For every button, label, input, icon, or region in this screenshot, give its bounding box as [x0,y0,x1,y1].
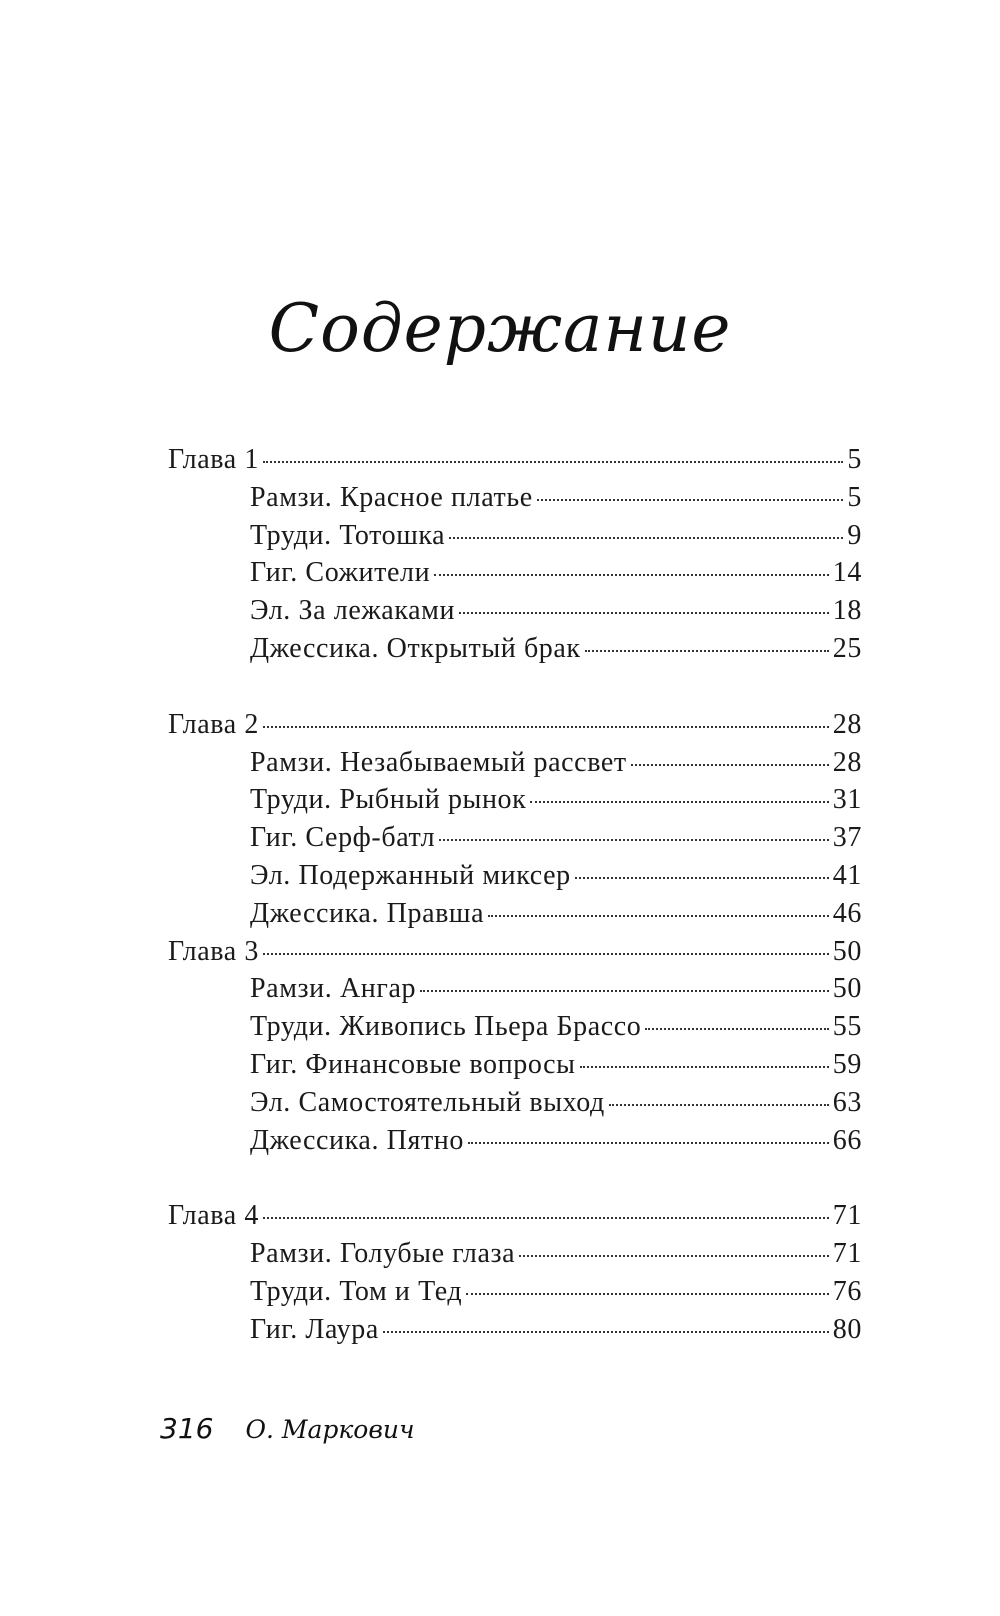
toc-page-number: 71 [832,1238,862,1270]
toc-entry[interactable] [168,1276,862,1314]
leader-dots [585,650,829,652]
toc-entry[interactable] [168,822,862,860]
toc-entry[interactable] [168,1125,862,1163]
leader-dots [466,1293,829,1295]
toc-entry-label: Труди. Рыбный рынок [250,784,527,816]
leader-dots [519,1255,829,1257]
toc-entry[interactable] [168,784,862,822]
toc-page-number: 31 [832,784,862,816]
toc-page-number: 14 [832,557,862,589]
toc-chapter-label: Глава 3 [168,935,259,967]
toc-page-number: 5 [847,444,862,475]
section-gap [168,1162,862,1200]
leader-dots [631,764,829,766]
toc-entry-label: Джессика. Пятно [250,1124,464,1156]
toc-page-number: 28 [832,746,862,778]
toc-entry-label: Джессика. Правша [250,897,485,929]
leader-dots [434,574,829,576]
leader-dots [468,1142,829,1144]
toc-page-number: 63 [832,1086,862,1118]
toc-chapter-1[interactable] [168,444,862,482]
toc-page-number: 28 [832,708,862,740]
toc-entry-label: Гиг. Сожители [250,557,431,589]
toc-page-number: 50 [832,973,862,1005]
toc-page-number: 37 [832,822,862,854]
toc-chapter-label: Глава 2 [168,708,259,740]
toc-entry[interactable] [168,973,862,1011]
leader-dots [383,1331,829,1333]
toc-entry[interactable] [168,1049,862,1087]
toc-chapter-label: Глава 1 [168,444,259,475]
toc-chapter-3[interactable] [168,936,862,974]
toc-entry[interactable] [168,520,862,558]
toc-entry[interactable] [168,1238,862,1276]
toc-chapter-2[interactable] [168,709,862,747]
leader-dots [580,1066,829,1068]
toc-page-number: 59 [832,1048,862,1080]
toc-entry-label: Рамзи. Незабываемый рассвет [250,746,627,778]
toc-page-number: 71 [832,1200,862,1232]
toc-page-number: 9 [847,519,862,551]
toc-page-number: 80 [832,1313,862,1345]
toc-entry[interactable] [168,482,862,520]
toc-entry-label: Эл. Самостоятельный выход [250,1086,605,1118]
toc-entry-label: Эл. Подержанный миксер [250,859,571,891]
toc-entry-label: Гиг. Лаура [250,1313,379,1345]
leader-dots [645,1028,828,1030]
leader-dots [537,499,844,501]
toc-entry[interactable] [168,595,862,633]
toc-page-number: 5 [847,481,862,513]
toc-entry-label: Рамзи. Голубые глаза [250,1238,516,1270]
running-author: О. Маркович [245,1415,415,1444]
section-gap [168,671,862,709]
toc-entry[interactable] [168,557,862,595]
toc-chapter-4[interactable] [168,1200,862,1238]
leader-dots [459,612,829,614]
toc-entry-label: Труди. Том и Тед [250,1275,463,1307]
toc-entry[interactable] [168,1087,862,1125]
toc-page-number: 25 [832,632,862,664]
leader-dots [263,953,829,955]
leader-dots [530,801,828,803]
toc-entry[interactable] [168,860,862,898]
toc-page-number: 55 [832,1011,862,1043]
page-title: Содержание [268,290,732,367]
toc-entry[interactable] [168,633,862,671]
toc-page-number: 50 [832,935,862,967]
toc-entry-label: Рамзи. Красное платье [250,481,533,513]
table-of-contents [168,444,862,1352]
leader-dots [439,839,829,841]
leader-dots [609,1104,829,1106]
toc-page-number: 46 [832,897,862,929]
toc-entry-label: Гиг. Финансовые вопросы [250,1048,576,1080]
toc-page-number: 66 [832,1124,862,1156]
toc-entry-label: Гиг. Серф-батл [250,822,436,854]
toc-entry-label: Эл. За лежаками [250,595,456,627]
leader-dots [488,915,829,917]
leader-dots [575,877,829,879]
leader-dots [263,1217,829,1219]
toc-entry[interactable] [168,1314,862,1352]
toc-entry[interactable] [168,898,862,936]
toc-entry-label: Труди. Тотошка [250,519,446,551]
toc-entry[interactable] [168,1011,862,1049]
toc-page-number: 41 [832,859,862,891]
toc-page-number: 76 [832,1275,862,1307]
leader-dots [449,537,843,539]
toc-entry[interactable] [168,747,862,785]
leader-dots [420,990,829,992]
toc-page-number: 18 [832,595,862,627]
page-footer [160,1412,415,1445]
page-number: 316 [160,1412,214,1445]
toc-chapter-label: Глава 4 [168,1200,259,1232]
leader-dots [263,726,829,728]
toc-entry-label: Труди. Живопись Пьера Брассо [250,1011,642,1043]
toc-entry-label: Рамзи. Ангар [250,973,417,1005]
leader-dots [263,461,843,463]
toc-entry-label: Джессика. Открытый брак [250,632,581,664]
